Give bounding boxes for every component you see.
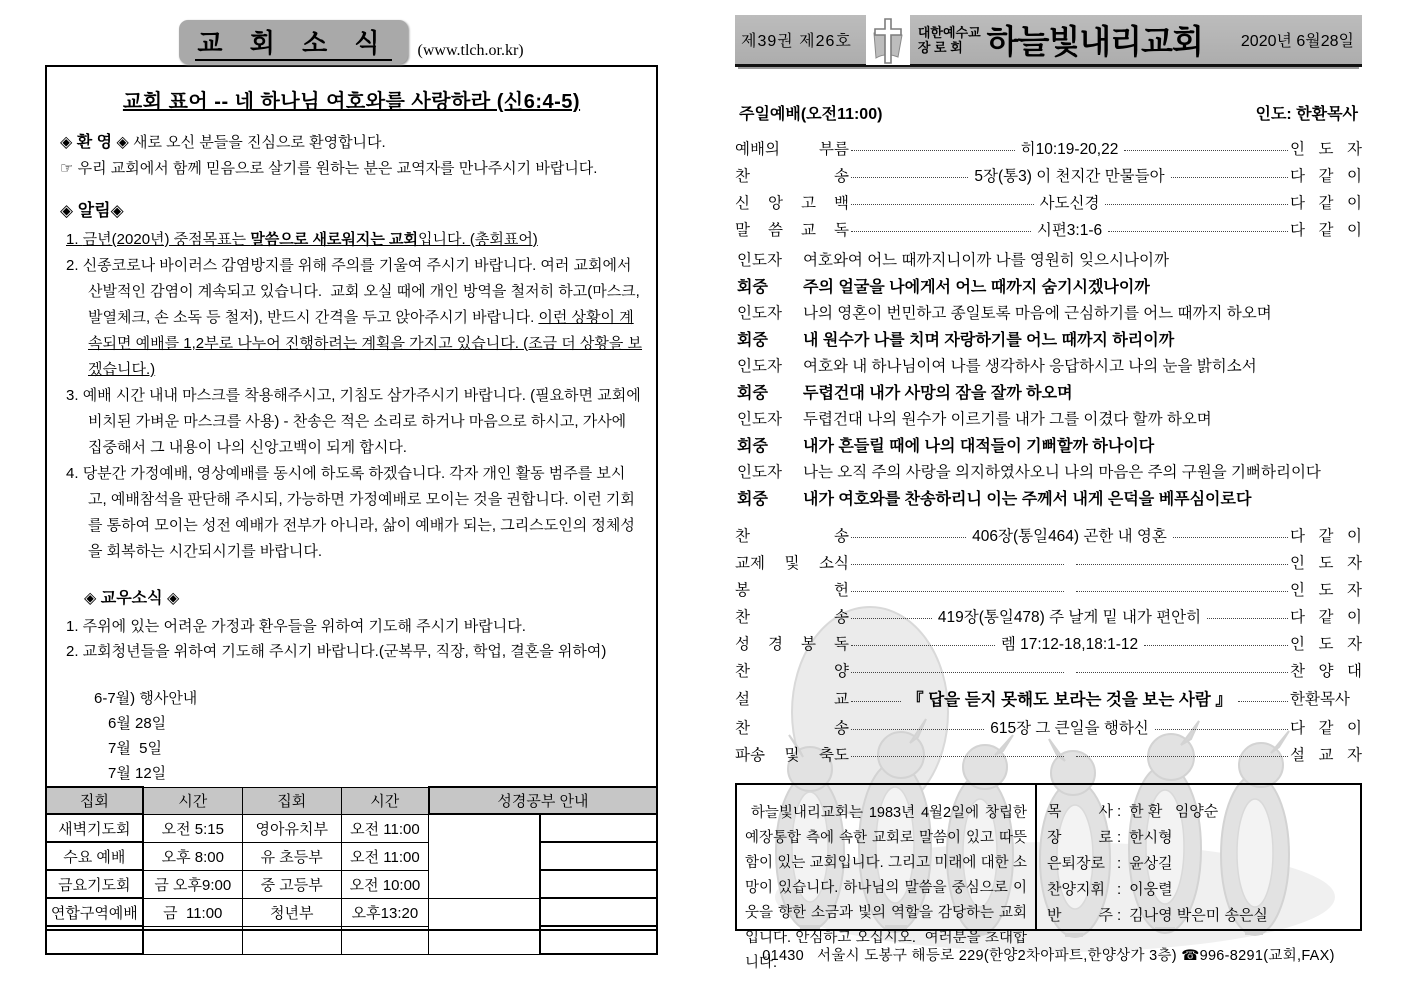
reading-row: 인도자 나의 영혼이 번민하고 종일토록 마음에 근심하기를 어느 때까지 하오며 bbox=[737, 305, 1272, 323]
welcome-line bbox=[60, 130, 643, 156]
reading-row: 회중 내가 여호와를 찬송하리니 이는 주께서 내게 은덕을 베푸심이로다 bbox=[737, 491, 1252, 509]
dotted-leader bbox=[1124, 150, 1288, 151]
worship-row: 찬 송 615장 그 큰일을 행하신 다 같 이 bbox=[735, 719, 1363, 737]
event-date: 6월 28일 bbox=[108, 715, 167, 732]
dotted-leader bbox=[851, 645, 995, 646]
table-row bbox=[46, 842, 657, 870]
bible-study-cell bbox=[540, 814, 657, 842]
col-header-meeting: 집회 bbox=[46, 787, 143, 814]
table-row bbox=[46, 870, 657, 898]
dotted-leader bbox=[851, 564, 1064, 565]
cell-meeting: 중 고등부 bbox=[242, 870, 341, 898]
church-address: 01430 서울시 도봉구 해등로 229(한양2차아파트,한양상가 3층) ☎996-8291(교회,FAX) bbox=[762, 948, 1335, 964]
responsive-reading bbox=[737, 246, 1362, 511]
cell-time: 오전 5:15 bbox=[143, 814, 243, 842]
service-title: 주일예배(오전11:00) bbox=[739, 106, 883, 123]
reading-row: 회중 두렵건대 내가 사망의 잠을 잘까 하오며 bbox=[737, 385, 1073, 403]
cell-time: 금 11:00 bbox=[143, 898, 243, 926]
dotted-leader bbox=[851, 701, 901, 702]
member-news-heading: ◈ 교우소식 ◈ bbox=[84, 590, 180, 607]
worship-row: 찬 송 5장(통3) 이 천지간 만물들아 다 같 이 bbox=[735, 167, 1362, 185]
worship-row: 교제 및 소식 인 도 자 bbox=[735, 554, 1362, 572]
service-header bbox=[739, 101, 1358, 124]
worship-row: 찬 양 찬 양 대 bbox=[735, 662, 1362, 680]
staff-row: 장 로 : 한시형 bbox=[1047, 829, 1173, 846]
cell-time bbox=[341, 926, 429, 954]
event-date: 7월 5일 bbox=[108, 740, 162, 757]
reading-row: 인도자 나는 오직 주의 사랑을 의지하였사오니 나의 마음은 주의 구원을 기뻐하리이다 bbox=[737, 464, 1321, 482]
dotted-leader bbox=[1144, 645, 1288, 646]
staff-row: 반 주 : 김나영 박은미 송은실 bbox=[1047, 907, 1268, 924]
bible-study-cell bbox=[540, 842, 657, 870]
cell-time: 오후13:20 bbox=[341, 898, 429, 926]
bible-study-cell bbox=[540, 870, 657, 898]
reading-row: 인도자 두렵건대 나의 원수가 이르기를 내가 그를 이겼다 할까 하오며 bbox=[737, 411, 1212, 429]
church-news-title-badge bbox=[179, 20, 407, 64]
dotted-leader bbox=[1108, 231, 1288, 232]
cross-icon bbox=[866, 15, 910, 65]
left-masthead bbox=[45, 22, 658, 64]
events-heading: 6-7월) 행사안내 bbox=[94, 690, 198, 707]
service-leader: 인도: 한환목사 bbox=[1255, 106, 1358, 123]
dotted-leader bbox=[851, 150, 1015, 151]
notice-item-1: 1. 금년(2020년) 중점목표는 말씀으로 새로워지는 교회입니다. (총회표어) bbox=[66, 231, 538, 248]
worship-row: 봉 헌 인 도 자 bbox=[735, 581, 1362, 599]
pointer-line: ☞ 우리 교회에서 함께 믿음으로 살기를 원하는 분은 교역자를 만나주시기 바랍니다. bbox=[60, 160, 598, 177]
dotted-leader bbox=[1238, 701, 1288, 702]
events-section bbox=[94, 686, 643, 786]
dotted-leader bbox=[1171, 177, 1288, 178]
notice-item-4: 4. 당분간 가정예배, 영상예배를 동시에 하도록 하겠습니다. 각자 개인 활동 범주를 보시고, 예배참석을 판단해 주시되, 가능하면 가정예배로 모이는 것을 권합니다. 이런 기회를 통하여 모이는 성전 예배가 전부가 아니라, 삶이 예배가 되는, 그리스도인의 정체성을 회복하는 시간되시기를 바랍니다. bbox=[66, 465, 635, 560]
sermon-title: 『 답을 듣지 못해도 보라는 것을 보는 사람 』 bbox=[907, 691, 1232, 709]
dotted-leader bbox=[1173, 537, 1288, 538]
event-date: 7월 12일 bbox=[108, 765, 167, 782]
dotted-leader bbox=[1076, 672, 1289, 673]
right-page bbox=[735, 15, 1363, 971]
worship-row-sermon: 설 교 『 답을 듣지 못해도 보라는 것을 보는 사람 』 한환목사 bbox=[735, 683, 1362, 713]
reading-row: 인도자 여호와여 어느 때까지니이까 나를 영원히 잊으시나이까 bbox=[737, 252, 1169, 270]
table-row bbox=[46, 926, 657, 954]
worship-row: 신 앙 고 백 사도신경 다 같 이 bbox=[735, 194, 1362, 212]
cell-meeting: 금요기도회 bbox=[46, 870, 143, 898]
member-news-item-1: 1. 주위에 있는 어려운 가정과 환우들을 위하여 기도해 주시기 바랍니다. bbox=[66, 618, 526, 635]
cell-meeting: 새벽기도회 bbox=[46, 814, 143, 842]
church-logo bbox=[866, 15, 910, 65]
dotted-leader bbox=[851, 177, 968, 178]
cell-meeting: 유 초등부 bbox=[242, 842, 341, 870]
worship-row: 성 경 봉 독 렘 17:12-18,18:1-12 인 도 자 bbox=[735, 635, 1363, 653]
dotted-leader bbox=[1105, 204, 1288, 205]
worship-row: 말 씀 교 독 시편3:1-6 다 같 이 bbox=[735, 221, 1362, 239]
bible-study-cell bbox=[540, 898, 657, 926]
notice-item-2: 2. 신종코로나 바이러스 감염방지를 위해 주의를 기울여 주시기 바랍니다. 여러 교회에서 산발적인 감염이 계속되고 있습니다. 교회 오실 때에 개인 방역을 철저히 하고(마스크, 발열체크, 손 소독 등 철저), 반드시 간격을 두고 앉아주시기 바랍니다. 이런 상황이 계속되면 예배를 1,2부로 나누어 진행하려는 계획을 가지고 있습니다. (조금 더 상황을 보겠습니다.) bbox=[66, 257, 645, 378]
denomination-label: 대한예수교 장 로 회 bbox=[917, 24, 981, 55]
col-header-time2: 시간 bbox=[341, 787, 429, 814]
dotted-leader bbox=[1155, 729, 1288, 730]
dotted-leader bbox=[1076, 564, 1289, 565]
bible-study-cell bbox=[429, 898, 541, 954]
cell-time bbox=[143, 926, 243, 954]
reading-row: 회중 주의 얼굴을 나에게서 어느 때까지 숨기시겠나이까 bbox=[737, 279, 1150, 297]
worship-row: 찬 송 419장(통일478) 주 날게 밑 내가 편안히 다 같 이 bbox=[735, 608, 1363, 626]
church-slogan: 교회 표어 -- 네 하나님 여호와를 사랑하라 (신6:4-5) bbox=[122, 91, 581, 113]
col-header-meeting2: 집회 bbox=[242, 787, 341, 814]
dotted-leader bbox=[851, 729, 984, 730]
dotted-leader bbox=[1207, 618, 1288, 619]
worship-row: 찬 송 406장(통일464) 곤한 내 영혼 다 같 이 bbox=[735, 527, 1362, 545]
reading-row: 회중 내가 흔들릴 때에 나의 대적들이 기뻐할까 하나이다 bbox=[737, 438, 1155, 456]
church-website-url: (www.tlch.or.kr) bbox=[417, 42, 524, 59]
col-header-time: 시간 bbox=[143, 787, 243, 814]
cell-meeting: 영아유치부 bbox=[242, 814, 341, 842]
dotted-leader bbox=[851, 537, 966, 538]
cell-meeting: 수요 예배 bbox=[46, 842, 143, 870]
worship-row: 예배의 부름 히10:19-20,22 인 도 자 bbox=[735, 140, 1362, 158]
table-header-row bbox=[46, 787, 657, 814]
cell-time: 오전 11:00 bbox=[341, 842, 429, 870]
issue-date: 2020년 6월28일 bbox=[1240, 33, 1354, 50]
church-news-title: 교 회 소 식 bbox=[195, 28, 391, 61]
worship-row: 파송 및 축도 설 교 자 bbox=[735, 746, 1362, 764]
dotted-leader bbox=[851, 756, 1064, 757]
bible-study-cell bbox=[540, 926, 657, 954]
reading-row: 인도자 여호와 내 하나님이여 나를 생각하사 응답하시고 나의 눈을 밝히소서 bbox=[737, 358, 1257, 376]
dotted-leader bbox=[1076, 756, 1289, 757]
cell-meeting: 연합구역예배 bbox=[46, 898, 143, 926]
cell-time: 금 오후9:00 bbox=[143, 870, 243, 898]
cell-meeting: 청년부 bbox=[242, 898, 341, 926]
church-staff-list bbox=[1037, 785, 1360, 929]
meeting-schedule-table bbox=[45, 786, 658, 955]
table-row bbox=[46, 898, 657, 926]
issue-number: 제39권 제26호 bbox=[741, 33, 852, 50]
right-masthead bbox=[735, 15, 1362, 67]
col-header-bible-study: 성경공부 안내 bbox=[429, 787, 657, 814]
welcome-heading: ◈ 환 영 ◈ bbox=[60, 134, 129, 151]
worship-order-part1 bbox=[735, 134, 1362, 242]
cell-meeting bbox=[242, 926, 341, 954]
staff-row: 목 사 : 한 환 임양순 bbox=[1047, 803, 1219, 820]
cell-time: 오전 11:00 bbox=[341, 814, 429, 842]
staff-row: 찬양지휘 : 이웅렬 bbox=[1047, 881, 1173, 898]
reading-row: 회중 내 원수가 나를 치며 자랑하기를 어느 때까지 하리이까 bbox=[737, 332, 1175, 350]
dotted-leader bbox=[1076, 591, 1289, 592]
worship-order-part2 bbox=[735, 521, 1362, 767]
notice-item-3: 3. 예배 시간 내내 마스크를 착용해주시고, 기침도 삼가주시기 바랍니다. (필요하면 교회에 비치된 가벼운 마스크를 사용) - 찬송은 적은 소리로 하거나 마음으로 하시고, 가사에 집중해서 그 내용이 나의 신앙고백이 되게 합시다. bbox=[66, 387, 645, 456]
dotted-leader bbox=[851, 672, 1064, 673]
table-row bbox=[46, 814, 657, 842]
dotted-leader bbox=[851, 618, 932, 619]
cell-meeting bbox=[46, 926, 143, 954]
member-news-item-2: 2. 교회청년들을 위하여 기도해 주시기 바랍니다.(군복무, 직장, 학업, 결혼을 위하여) bbox=[66, 643, 607, 660]
cell-time: 오전 10:00 bbox=[341, 870, 429, 898]
bible-study-cell bbox=[429, 814, 541, 898]
left-page-border-box bbox=[45, 65, 658, 931]
dotted-leader bbox=[851, 231, 1031, 232]
left-page bbox=[45, 22, 658, 931]
cell-time: 오후 8:00 bbox=[143, 842, 243, 870]
notice-heading: ◈ 알림◈ bbox=[60, 201, 124, 220]
dotted-leader bbox=[851, 204, 1034, 205]
church-about-text: 하늘빛내리교회는 1983년 4월2일에 창립한 예장통합 측에 속한 교회로 말씀이 있고 따뜻함이 있는 교회입니다. 그리고 미래에 대한 소망이 있습니다. 하나님의 말씀을 중심으로 이웃을 향한 소금과 빛의 역할을 감당하는 교회입니다. 안심하고 오십시오. 여러분을 초대합니다. bbox=[737, 785, 1037, 929]
church-name: 하늘빛내리교회 bbox=[986, 23, 1203, 60]
staff-row: 은퇴장로 : 윤상길 bbox=[1047, 855, 1173, 872]
right-page-content bbox=[735, 15, 1363, 971]
dotted-leader bbox=[851, 591, 1064, 592]
welcome-text: 새로 오신 분들을 진심으로 환영합니다. bbox=[128, 134, 386, 151]
